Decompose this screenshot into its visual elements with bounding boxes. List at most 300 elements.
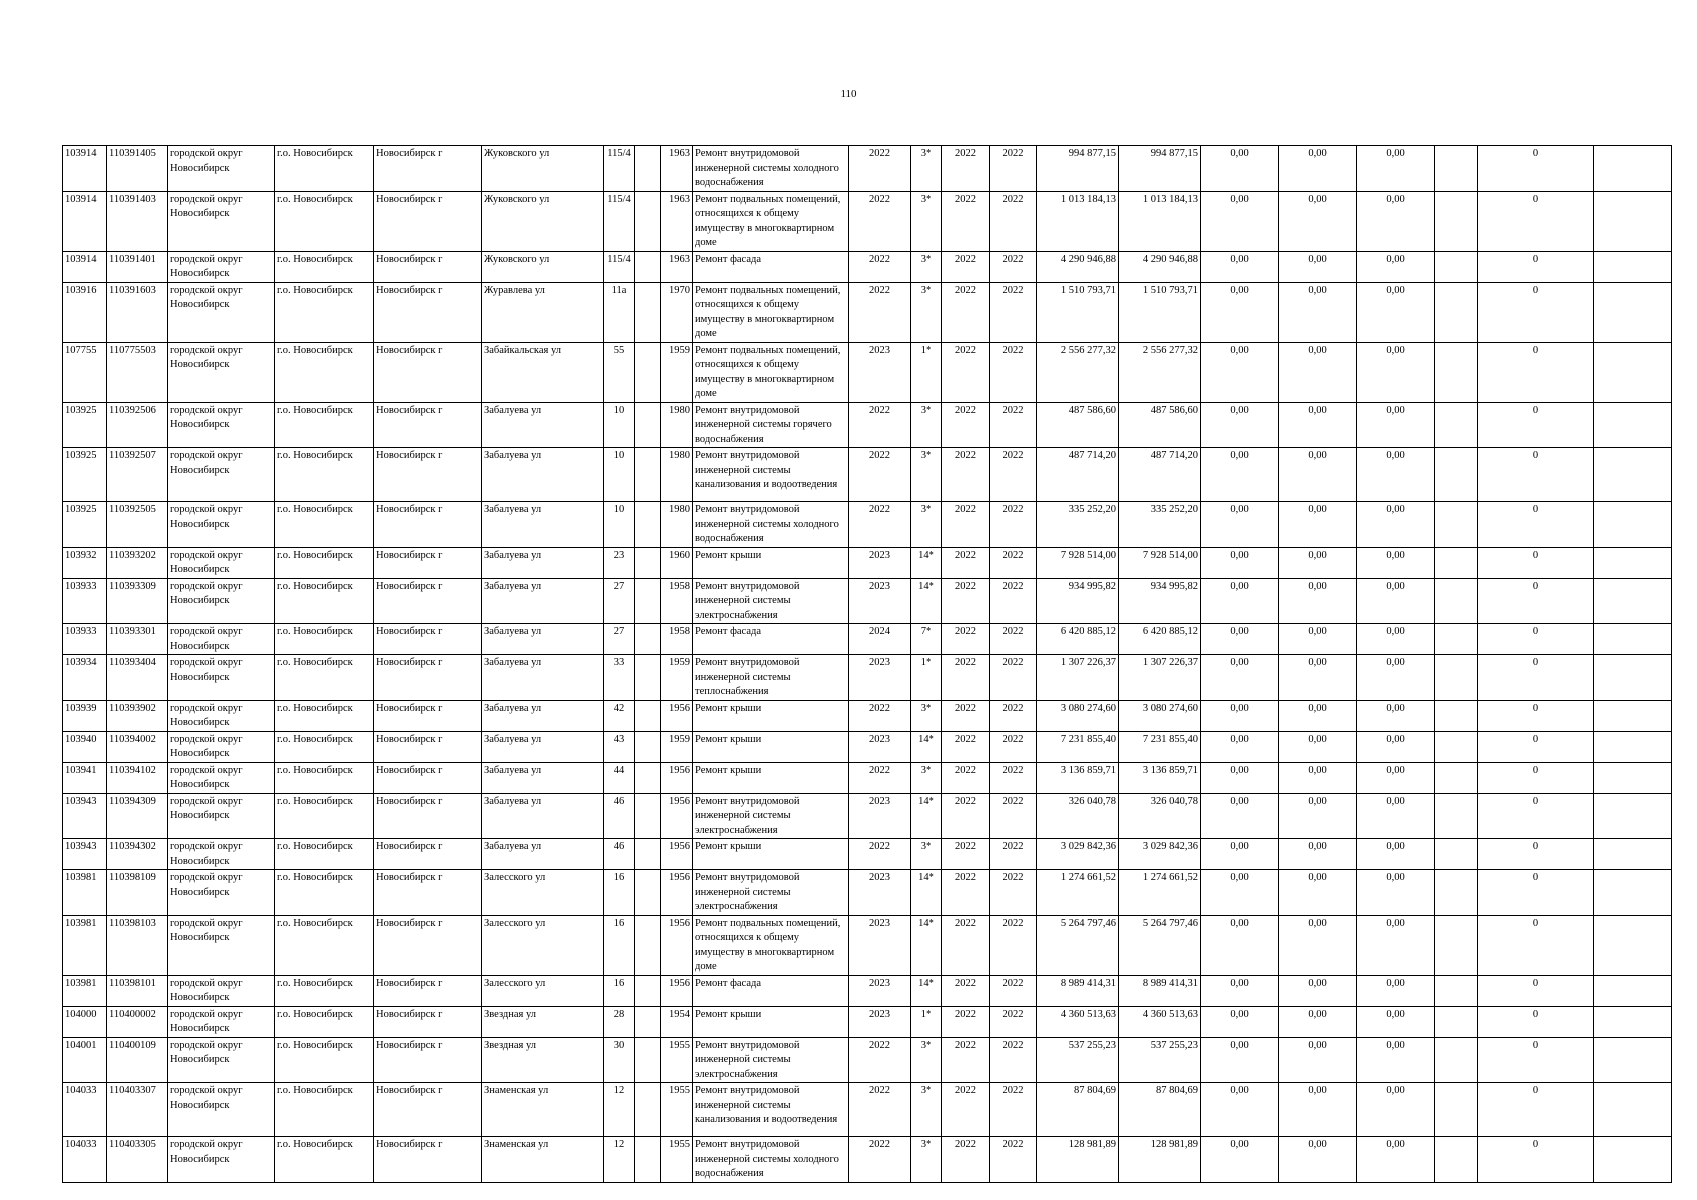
cell-empty-cell <box>1435 731 1478 762</box>
cell-year-start: 2022 <box>942 700 990 731</box>
cell-work-type: Ремонт внутридомовой инженерной системы холодного водоснабжения <box>693 146 849 192</box>
cell-fund-cost: 1 274 661,52 <box>1119 870 1201 916</box>
cell-budget-local: 0,00 <box>1279 547 1357 578</box>
cell-empty-cell-2 <box>1594 731 1672 762</box>
cell-owners-funds: 0,00 <box>1357 282 1435 342</box>
cell-owners-funds: 0,00 <box>1357 624 1435 655</box>
cell-year-start: 2022 <box>942 191 990 251</box>
cell-okrug: г.о. Новосибирск <box>275 191 374 251</box>
cell-owners-funds: 0,00 <box>1357 448 1435 502</box>
table-row <box>63 1083 1672 1137</box>
cell-city: Новосибирск г <box>374 655 482 701</box>
cell-okrug: г.о. Новосибирск <box>275 1137 374 1183</box>
cell-year-end: 2022 <box>990 975 1037 1006</box>
cell-work-code: 110394002 <box>107 731 168 762</box>
cell-budget-local: 0,00 <box>1279 975 1357 1006</box>
cell-zero-value: 0 <box>1478 915 1594 975</box>
cell-street: Забалуева ул <box>482 547 604 578</box>
cell-budget-local: 0,00 <box>1279 146 1357 192</box>
cell-year-end: 2022 <box>990 700 1037 731</box>
cell-city: Новосибирск г <box>374 251 482 282</box>
cell-city: Новосибирск г <box>374 146 482 192</box>
cell-total-cost: 128 981,89 <box>1037 1137 1119 1183</box>
cell-year-end: 2022 <box>990 793 1037 839</box>
cell-year-start: 2022 <box>942 342 990 402</box>
cell-okrug: г.о. Новосибирск <box>275 1006 374 1037</box>
table-row <box>63 448 1672 502</box>
cell-empty-cell <box>1435 251 1478 282</box>
cell-plan-year: 2022 <box>849 1083 911 1137</box>
cell-empty-cell <box>1435 448 1478 502</box>
cell-extra-cell <box>635 1083 661 1137</box>
cell-year-end: 2022 <box>990 762 1037 793</box>
cell-year-end: 2022 <box>990 342 1037 402</box>
cell-plan-year: 2022 <box>849 448 911 502</box>
cell-year-end: 2022 <box>990 547 1037 578</box>
cell-district: городской округ Новосибирск <box>168 282 275 342</box>
cell-extra-cell <box>635 870 661 916</box>
table-row <box>63 342 1672 402</box>
cell-total-cost: 934 995,82 <box>1037 578 1119 624</box>
cell-budget-subject: 0,00 <box>1201 448 1279 502</box>
cell-plan-year: 2022 <box>849 251 911 282</box>
cell-fund-cost: 335 252,20 <box>1119 502 1201 548</box>
cell-city: Новосибирск г <box>374 578 482 624</box>
cell-district: городской округ Новосибирск <box>168 146 275 192</box>
cell-row-id: 103914 <box>63 146 107 192</box>
cell-city: Новосибирск г <box>374 762 482 793</box>
cell-row-id: 103981 <box>63 915 107 975</box>
cell-budget-subject: 0,00 <box>1201 793 1279 839</box>
cell-build-year: 1958 <box>661 578 693 624</box>
cell-build-year: 1980 <box>661 502 693 548</box>
cell-build-year: 1963 <box>661 251 693 282</box>
cell-build-year: 1956 <box>661 700 693 731</box>
cell-year-start: 2022 <box>942 251 990 282</box>
cell-work-code: 110400002 <box>107 1006 168 1037</box>
cell-work-code: 110393902 <box>107 700 168 731</box>
cell-row-id: 103943 <box>63 793 107 839</box>
cell-empty-cell <box>1435 578 1478 624</box>
cell-year-start: 2022 <box>942 547 990 578</box>
cell-budget-subject: 0,00 <box>1201 342 1279 402</box>
cell-street: Залесского ул <box>482 915 604 975</box>
cell-street: Знаменская ул <box>482 1137 604 1183</box>
cell-zero-value: 0 <box>1478 448 1594 502</box>
cell-budget-subject: 0,00 <box>1201 655 1279 701</box>
cell-work-code: 110392507 <box>107 448 168 502</box>
cell-row-id: 103925 <box>63 402 107 448</box>
cell-city: Новосибирск г <box>374 1037 482 1083</box>
cell-plan-year: 2022 <box>849 146 911 192</box>
cell-okrug: г.о. Новосибирск <box>275 731 374 762</box>
cell-empty-cell-2 <box>1594 1006 1672 1037</box>
cell-zero-value: 0 <box>1478 146 1594 192</box>
cell-empty-cell <box>1435 1037 1478 1083</box>
table-row <box>63 731 1672 762</box>
cell-year-end: 2022 <box>990 502 1037 548</box>
cell-total-cost: 6 420 885,12 <box>1037 624 1119 655</box>
cell-total-cost: 7 231 855,40 <box>1037 731 1119 762</box>
cell-work-type: Ремонт крыши <box>693 547 849 578</box>
cell-work-code: 110400109 <box>107 1037 168 1083</box>
cell-plan-year: 2022 <box>849 502 911 548</box>
cell-street: Залесского ул <box>482 870 604 916</box>
cell-plan-year: 2023 <box>849 655 911 701</box>
cell-empty-cell-2 <box>1594 762 1672 793</box>
cell-empty-cell <box>1435 1083 1478 1137</box>
cell-fund-cost: 537 255,23 <box>1119 1037 1201 1083</box>
cell-work-code: 110394302 <box>107 839 168 870</box>
cell-district: городской округ Новосибирск <box>168 342 275 402</box>
cell-budget-local: 0,00 <box>1279 251 1357 282</box>
cell-build-year: 1980 <box>661 402 693 448</box>
cell-house-number: 16 <box>604 915 635 975</box>
cell-city: Новосибирск г <box>374 700 482 731</box>
cell-house-number: 10 <box>604 402 635 448</box>
cell-city: Новосибирск г <box>374 731 482 762</box>
cell-mark: 3* <box>911 282 942 342</box>
cell-empty-cell-2 <box>1594 342 1672 402</box>
cell-year-start: 2022 <box>942 1137 990 1183</box>
cell-empty-cell-2 <box>1594 547 1672 578</box>
cell-budget-subject: 0,00 <box>1201 624 1279 655</box>
cell-work-type: Ремонт внутридомовой инженерной системы электроснабжения <box>693 793 849 839</box>
cell-okrug: г.о. Новосибирск <box>275 342 374 402</box>
page-number: 110 <box>840 88 857 100</box>
cell-year-start: 2022 <box>942 1006 990 1037</box>
cell-district: городской округ Новосибирск <box>168 251 275 282</box>
cell-budget-local: 0,00 <box>1279 655 1357 701</box>
cell-total-cost: 3 080 274,60 <box>1037 700 1119 731</box>
cell-zero-value: 0 <box>1478 731 1594 762</box>
cell-budget-local: 0,00 <box>1279 700 1357 731</box>
cell-build-year: 1958 <box>661 624 693 655</box>
cell-street: Забалуева ул <box>482 762 604 793</box>
cell-fund-cost: 3 080 274,60 <box>1119 700 1201 731</box>
cell-empty-cell-2 <box>1594 870 1672 916</box>
cell-work-code: 110391603 <box>107 282 168 342</box>
cell-row-id: 103932 <box>63 547 107 578</box>
cell-budget-local: 0,00 <box>1279 191 1357 251</box>
cell-build-year: 1956 <box>661 839 693 870</box>
cell-owners-funds: 0,00 <box>1357 762 1435 793</box>
cell-year-end: 2022 <box>990 870 1037 916</box>
cell-city: Новосибирск г <box>374 915 482 975</box>
cell-extra-cell <box>635 915 661 975</box>
cell-district: городской округ Новосибирск <box>168 402 275 448</box>
cell-empty-cell <box>1435 793 1478 839</box>
cell-house-number: 43 <box>604 731 635 762</box>
cell-budget-subject: 0,00 <box>1201 547 1279 578</box>
cell-zero-value: 0 <box>1478 793 1594 839</box>
table-row <box>63 1037 1672 1083</box>
cell-zero-value: 0 <box>1478 402 1594 448</box>
cell-work-code: 110394309 <box>107 793 168 839</box>
cell-mark: 3* <box>911 146 942 192</box>
cell-year-end: 2022 <box>990 1037 1037 1083</box>
cell-row-id: 103933 <box>63 624 107 655</box>
cell-street: Журавлева ул <box>482 282 604 342</box>
cell-budget-subject: 0,00 <box>1201 839 1279 870</box>
cell-plan-year: 2023 <box>849 578 911 624</box>
cell-district: городской округ Новосибирск <box>168 915 275 975</box>
cell-year-end: 2022 <box>990 402 1037 448</box>
cell-year-end: 2022 <box>990 578 1037 624</box>
cell-work-type: Ремонт внутридомовой инженерной системы электроснабжения <box>693 578 849 624</box>
cell-house-number: 115/4 <box>604 146 635 192</box>
cell-street: Забалуева ул <box>482 624 604 655</box>
cell-extra-cell <box>635 762 661 793</box>
cell-house-number: 46 <box>604 839 635 870</box>
cell-mark: 14* <box>911 870 942 916</box>
table-row <box>63 870 1672 916</box>
cell-extra-cell <box>635 547 661 578</box>
cell-year-start: 2022 <box>942 731 990 762</box>
cell-fund-cost: 4 290 946,88 <box>1119 251 1201 282</box>
cell-mark: 3* <box>911 762 942 793</box>
cell-empty-cell-2 <box>1594 915 1672 975</box>
cell-work-type: Ремонт фасада <box>693 975 849 1006</box>
cell-street: Забалуева ул <box>482 502 604 548</box>
cell-work-type: Ремонт крыши <box>693 700 849 731</box>
cell-okrug: г.о. Новосибирск <box>275 839 374 870</box>
cell-house-number: 27 <box>604 578 635 624</box>
cell-mark: 14* <box>911 578 942 624</box>
cell-empty-cell-2 <box>1594 700 1672 731</box>
cell-zero-value: 0 <box>1478 762 1594 793</box>
cell-extra-cell <box>635 146 661 192</box>
cell-mark: 3* <box>911 402 942 448</box>
cell-street: Звездная ул <box>482 1006 604 1037</box>
cell-year-start: 2022 <box>942 502 990 548</box>
cell-empty-cell <box>1435 839 1478 870</box>
cell-work-type: Ремонт крыши <box>693 1006 849 1037</box>
cell-work-code: 110398103 <box>107 915 168 975</box>
cell-plan-year: 2022 <box>849 191 911 251</box>
cell-house-number: 16 <box>604 975 635 1006</box>
cell-empty-cell <box>1435 342 1478 402</box>
cell-budget-local: 0,00 <box>1279 624 1357 655</box>
table-row <box>63 762 1672 793</box>
cell-district: городской округ Новосибирск <box>168 191 275 251</box>
cell-empty-cell <box>1435 762 1478 793</box>
cell-budget-local: 0,00 <box>1279 342 1357 402</box>
cell-work-code: 110403305 <box>107 1137 168 1183</box>
cell-budget-subject: 0,00 <box>1201 700 1279 731</box>
cell-okrug: г.о. Новосибирск <box>275 975 374 1006</box>
cell-okrug: г.о. Новосибирск <box>275 251 374 282</box>
cell-row-id: 103943 <box>63 839 107 870</box>
cell-work-code: 110394102 <box>107 762 168 793</box>
cell-row-id: 103941 <box>63 762 107 793</box>
cell-street: Жуковского ул <box>482 191 604 251</box>
cell-year-start: 2022 <box>942 578 990 624</box>
cell-total-cost: 4 360 513,63 <box>1037 1006 1119 1037</box>
cell-empty-cell <box>1435 700 1478 731</box>
cell-work-type: Ремонт подвальных помещений, относящихся к общему имуществу в многоквартирном доме <box>693 915 849 975</box>
cell-year-start: 2022 <box>942 402 990 448</box>
cell-extra-cell <box>635 402 661 448</box>
cell-extra-cell <box>635 251 661 282</box>
cell-budget-local: 0,00 <box>1279 1006 1357 1037</box>
cell-fund-cost: 7 231 855,40 <box>1119 731 1201 762</box>
cell-zero-value: 0 <box>1478 282 1594 342</box>
cell-owners-funds: 0,00 <box>1357 191 1435 251</box>
cell-total-cost: 4 290 946,88 <box>1037 251 1119 282</box>
cell-build-year: 1963 <box>661 191 693 251</box>
cell-street: Забалуева ул <box>482 655 604 701</box>
cell-build-year: 1955 <box>661 1083 693 1137</box>
cell-street: Забайкальская ул <box>482 342 604 402</box>
cell-empty-cell <box>1435 547 1478 578</box>
cell-owners-funds: 0,00 <box>1357 251 1435 282</box>
cell-extra-cell <box>635 839 661 870</box>
cell-work-type: Ремонт внутридомовой инженерной системы канализования и водоотведения <box>693 448 849 502</box>
cell-total-cost: 3 136 859,71 <box>1037 762 1119 793</box>
cell-okrug: г.о. Новосибирск <box>275 915 374 975</box>
table-row <box>63 191 1672 251</box>
table-row <box>63 700 1672 731</box>
cell-mark: 3* <box>911 251 942 282</box>
cell-owners-funds: 0,00 <box>1357 402 1435 448</box>
cell-empty-cell <box>1435 146 1478 192</box>
cell-budget-subject: 0,00 <box>1201 915 1279 975</box>
cell-extra-cell <box>635 342 661 402</box>
cell-owners-funds: 0,00 <box>1357 731 1435 762</box>
cell-work-code: 110392506 <box>107 402 168 448</box>
cell-fund-cost: 487 586,60 <box>1119 402 1201 448</box>
cell-fund-cost: 5 264 797,46 <box>1119 915 1201 975</box>
table-row <box>63 655 1672 701</box>
cell-year-start: 2022 <box>942 655 990 701</box>
cell-fund-cost: 4 360 513,63 <box>1119 1006 1201 1037</box>
cell-empty-cell <box>1435 870 1478 916</box>
cell-okrug: г.о. Новосибирск <box>275 146 374 192</box>
cell-budget-local: 0,00 <box>1279 502 1357 548</box>
cell-empty-cell-2 <box>1594 402 1672 448</box>
cell-budget-subject: 0,00 <box>1201 731 1279 762</box>
cell-okrug: г.о. Новосибирск <box>275 700 374 731</box>
cell-empty-cell-2 <box>1594 191 1672 251</box>
cell-district: городской округ Новосибирск <box>168 502 275 548</box>
cell-budget-local: 0,00 <box>1279 1083 1357 1137</box>
cell-work-code: 110391401 <box>107 251 168 282</box>
cell-total-cost: 1 013 184,13 <box>1037 191 1119 251</box>
cell-owners-funds: 0,00 <box>1357 839 1435 870</box>
cell-city: Новосибирск г <box>374 547 482 578</box>
cell-mark: 1* <box>911 655 942 701</box>
cell-work-code: 110775503 <box>107 342 168 402</box>
cell-budget-local: 0,00 <box>1279 793 1357 839</box>
cell-mark: 3* <box>911 448 942 502</box>
cell-extra-cell <box>635 578 661 624</box>
cell-budget-subject: 0,00 <box>1201 402 1279 448</box>
cell-year-start: 2022 <box>942 624 990 655</box>
cell-work-type: Ремонт внутридомовой инженерной системы горячего водоснабжения <box>693 402 849 448</box>
cell-work-type: Ремонт подвальных помещений, относящихся к общему имуществу в многоквартирном доме <box>693 191 849 251</box>
cell-fund-cost: 6 420 885,12 <box>1119 624 1201 655</box>
cell-owners-funds: 0,00 <box>1357 502 1435 548</box>
cell-row-id: 104001 <box>63 1037 107 1083</box>
cell-city: Новосибирск г <box>374 191 482 251</box>
table-row <box>63 502 1672 548</box>
cell-work-code: 110393309 <box>107 578 168 624</box>
cell-owners-funds: 0,00 <box>1357 1006 1435 1037</box>
cell-build-year: 1959 <box>661 342 693 402</box>
cell-year-start: 2022 <box>942 1083 990 1137</box>
cell-empty-cell <box>1435 655 1478 701</box>
cell-work-type: Ремонт крыши <box>693 731 849 762</box>
cell-build-year: 1955 <box>661 1037 693 1083</box>
cell-extra-cell <box>635 502 661 548</box>
cell-total-cost: 1 510 793,71 <box>1037 282 1119 342</box>
cell-city: Новосибирск г <box>374 1083 482 1137</box>
cell-total-cost: 5 264 797,46 <box>1037 915 1119 975</box>
cell-total-cost: 487 586,60 <box>1037 402 1119 448</box>
cell-street: Забалуева ул <box>482 731 604 762</box>
cell-owners-funds: 0,00 <box>1357 915 1435 975</box>
cell-zero-value: 0 <box>1478 975 1594 1006</box>
cell-street: Залесского ул <box>482 975 604 1006</box>
cell-year-end: 2022 <box>990 448 1037 502</box>
cell-budget-local: 0,00 <box>1279 282 1357 342</box>
cell-zero-value: 0 <box>1478 839 1594 870</box>
cell-row-id: 104033 <box>63 1083 107 1137</box>
cell-budget-local: 0,00 <box>1279 915 1357 975</box>
cell-district: городской округ Новосибирск <box>168 839 275 870</box>
cell-zero-value: 0 <box>1478 624 1594 655</box>
cell-extra-cell <box>635 1006 661 1037</box>
cell-empty-cell-2 <box>1594 502 1672 548</box>
cell-city: Новосибирск г <box>374 1137 482 1183</box>
cell-street: Жуковского ул <box>482 146 604 192</box>
cell-year-end: 2022 <box>990 839 1037 870</box>
cell-fund-cost: 1 510 793,71 <box>1119 282 1201 342</box>
cell-total-cost: 537 255,23 <box>1037 1037 1119 1083</box>
cell-year-end: 2022 <box>990 915 1037 975</box>
cell-owners-funds: 0,00 <box>1357 975 1435 1006</box>
cell-mark: 14* <box>911 915 942 975</box>
cell-okrug: г.о. Новосибирск <box>275 282 374 342</box>
cell-city: Новосибирск г <box>374 975 482 1006</box>
cell-city: Новосибирск г <box>374 342 482 402</box>
cell-okrug: г.о. Новосибирск <box>275 1037 374 1083</box>
cell-plan-year: 2022 <box>849 402 911 448</box>
cell-street: Забалуева ул <box>482 578 604 624</box>
cell-year-end: 2022 <box>990 282 1037 342</box>
cell-work-type: Ремонт подвальных помещений, относящихся к общему имуществу в многоквартирном доме <box>693 342 849 402</box>
cell-house-number: 55 <box>604 342 635 402</box>
cell-total-cost: 1 274 661,52 <box>1037 870 1119 916</box>
cell-empty-cell-2 <box>1594 1037 1672 1083</box>
cell-district: городской округ Новосибирск <box>168 547 275 578</box>
cell-empty-cell <box>1435 502 1478 548</box>
cell-district: городской округ Новосибирск <box>168 700 275 731</box>
cell-plan-year: 2022 <box>849 700 911 731</box>
cell-city: Новосибирск г <box>374 502 482 548</box>
cell-budget-subject: 0,00 <box>1201 578 1279 624</box>
cell-okrug: г.о. Новосибирск <box>275 762 374 793</box>
cell-budget-local: 0,00 <box>1279 870 1357 916</box>
cell-empty-cell-2 <box>1594 975 1672 1006</box>
cell-okrug: г.о. Новосибирск <box>275 402 374 448</box>
cell-year-end: 2022 <box>990 1137 1037 1183</box>
cell-work-type: Ремонт внутридомовой инженерной системы холодного водоснабжения <box>693 502 849 548</box>
cell-budget-subject: 0,00 <box>1201 870 1279 916</box>
cell-house-number: 115/4 <box>604 251 635 282</box>
cell-total-cost: 335 252,20 <box>1037 502 1119 548</box>
